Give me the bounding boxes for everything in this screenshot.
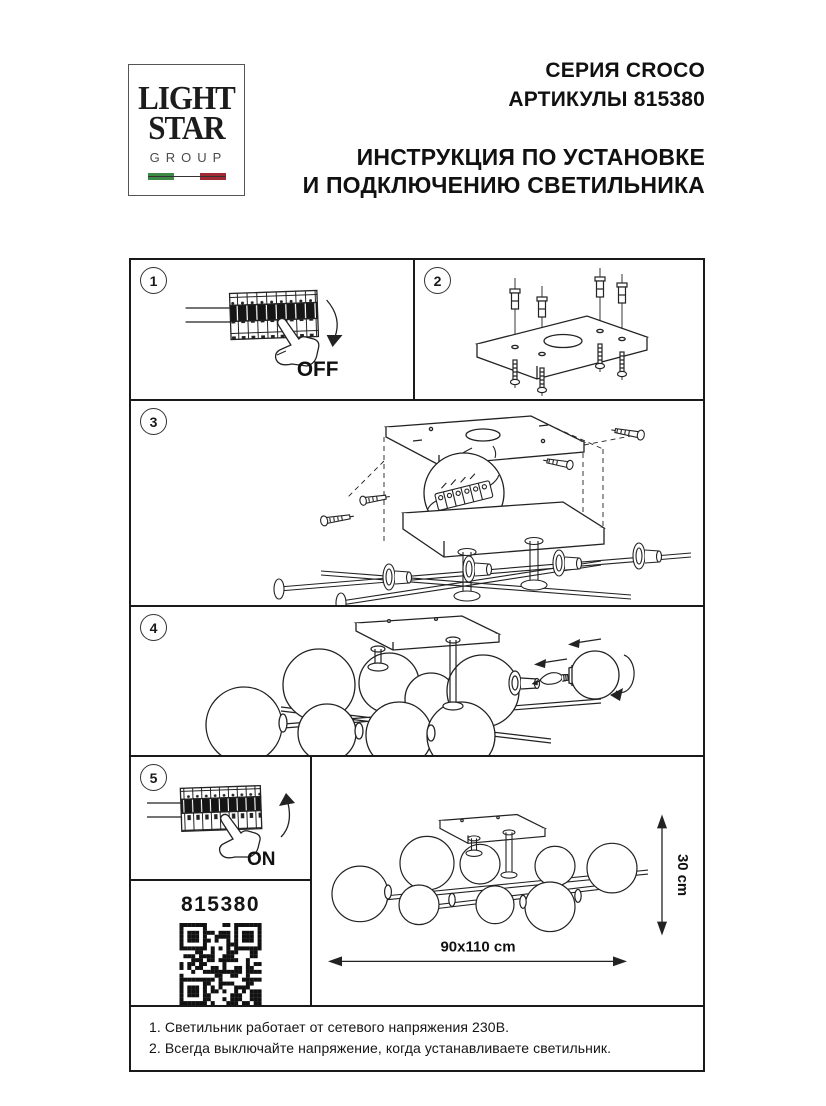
qr-code — [131, 923, 310, 1005]
header-text-block — [303, 56, 705, 199]
safety-notes — [131, 1007, 703, 1070]
step3-badge: 3 — [140, 408, 167, 435]
article-number: 815380 — [180, 893, 261, 916]
final-dimensions-panel — [312, 757, 703, 1007]
step1-badge: 1 — [140, 267, 167, 294]
instruction-title-line2: И ПОДКЛЮЧЕНИЮ СВЕТИЛЬНИКА — [302, 172, 705, 198]
on-label: ON — [247, 849, 276, 870]
lightstar-logo — [128, 64, 245, 196]
assembled-fixture-illustration — [312, 757, 703, 1005]
anchor-plugs — [510, 277, 627, 317]
series-title: СЕРИЯ CROCO — [545, 59, 705, 82]
side-screw-left — [320, 492, 391, 526]
step1-panel — [131, 260, 415, 401]
step4-badge: 4 — [140, 614, 167, 641]
glass-globes — [332, 836, 637, 931]
note-line-2: 2. Всегда выключайте напряжение, когда устанавливаете светильник. — [149, 1040, 612, 1056]
bracket-assembly-illustration — [131, 401, 703, 605]
breaker-off-illustration — [131, 260, 413, 399]
step2-badge: 2 — [424, 267, 451, 294]
width-dimension-label: 90x110 cm — [440, 938, 516, 956]
logo-word-light: LIGHT — [138, 78, 235, 117]
step5-panel — [131, 757, 312, 881]
flag-center-line — [148, 176, 226, 178]
height-dimension — [657, 815, 667, 936]
article-title: АРТИКУЛЫ 815380 — [508, 88, 705, 111]
step4-panel — [131, 607, 703, 757]
article-qr-panel — [131, 881, 312, 1007]
step3-panel — [131, 401, 703, 607]
height-dimension-label: 30 cm — [673, 853, 692, 897]
step2-panel — [415, 260, 703, 401]
glass-globes — [206, 649, 519, 755]
off-label: OFF — [296, 357, 339, 382]
italian-flag-stripe — [148, 173, 226, 180]
logo-word-star: STAR — [148, 108, 225, 147]
mounting-plate-illustration — [415, 260, 703, 399]
instruction-title-line1: ИНСТРУКЦИЯ ПО УСТАНОВКЕ — [356, 144, 705, 170]
width-dimension — [328, 956, 627, 966]
note-line-1: 1. Светильник работает от сетевого напряжения 230В. — [149, 1019, 510, 1035]
detached-globe — [569, 651, 619, 699]
step5-badge: 5 — [140, 764, 167, 791]
globe-installation-illustration — [131, 607, 703, 755]
logo-word-group: GROUP — [149, 150, 228, 165]
instruction-grid — [129, 258, 705, 1072]
